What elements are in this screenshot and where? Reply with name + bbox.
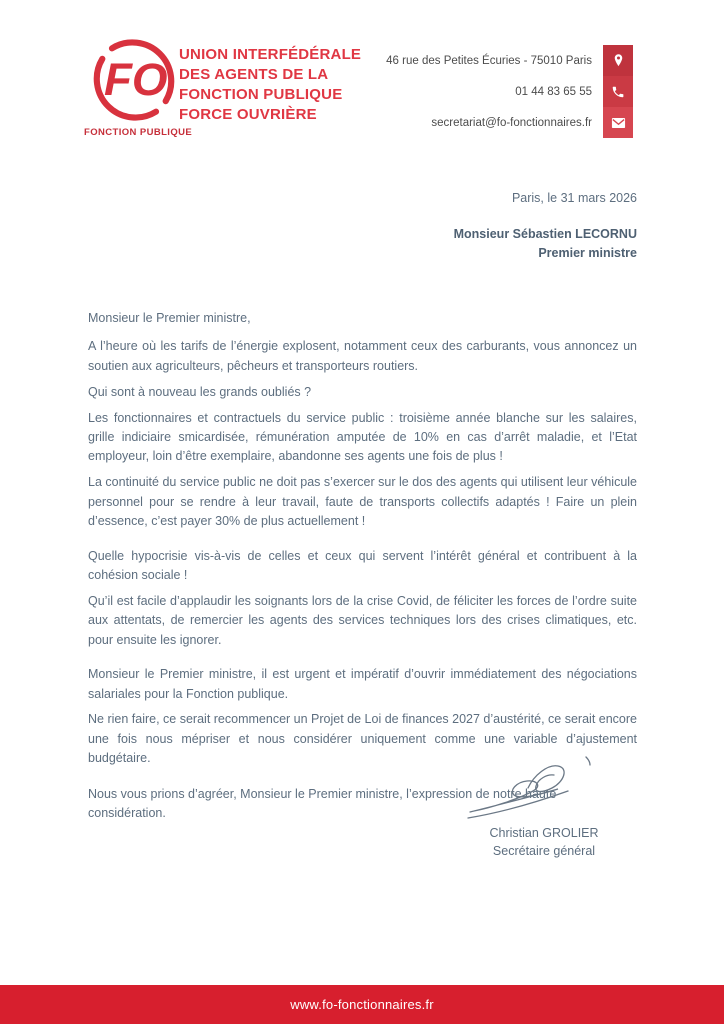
org-name-line: DES AGENTS DE LA (179, 66, 329, 83)
signature-block (414, 750, 674, 860)
envelope-icon (603, 107, 633, 138)
signer-name: Christian GROLIER (489, 826, 599, 840)
paragraph: A l’heure où les tarifs de l’énergie explosent, notamment ceux des carburants, vous annoncez un soutien aux agriculteurs, pêcheurs et transporteurs routiers. (88, 339, 637, 373)
recipient-name: Monsieur Sébastien LECORNU (453, 227, 637, 241)
paragraph: Qui sont à nouveau les grands oubliés ? (88, 384, 312, 399)
paragraph: Monsieur le Premier ministre, il est urgent et impératif d’ouvrir immédiatement des négociations salariales pour la Fonction publique. (88, 667, 637, 701)
contact-texts (386, 45, 603, 138)
fo-logo-ring-icon (90, 36, 178, 124)
handwritten-signature-icon (464, 750, 624, 822)
org-name-line: FONCTION PUBLIQUE (179, 86, 343, 103)
location-pin-icon (603, 45, 633, 76)
contact-phone[interactable]: 01 44 83 65 55 (515, 85, 592, 98)
dateline: Paris, le 31 mars 2026 (511, 191, 637, 205)
org-name-line: UNION INTERFÉDÉRALE (179, 46, 362, 63)
closing-line: Nous vous prions d’agréer, Monsieur le Premier ministre, l’expression de notre haute considération. (88, 786, 557, 821)
contact-email[interactable]: secretariat@fo-fonctionnaires.fr (431, 116, 592, 129)
fo-logo-text: FO (103, 53, 168, 105)
org-name-line: FORCE OUVRIÈRE (179, 106, 317, 123)
paragraph: La continuité du service public ne doit pas s’exercer sur le dos des agents qui utilisent leur véhicule personnel pour se rendre à leur travail, faute de transports collectifs adaptés ! Faire un plein d’essence, c’est payer 30% de plus actuellement ! (88, 475, 637, 529)
greeting: Monsieur le Premier ministre, (88, 311, 251, 325)
fo-logo-subtext: FONCTION PUBLIQUE (84, 127, 193, 138)
recipient-title: Premier ministre (538, 246, 637, 260)
phone-icon (603, 76, 633, 107)
paragraph: Ne rien faire, ce serait recommencer un Projet de Loi de finances 2027 d’austérité, ce serait encore une fois nous mépriser et nous considérer uniquement comme une variable d’ajustement budgétaire. (88, 712, 637, 766)
recipient-block (454, 225, 637, 263)
signer-title: Secrétaire général (492, 844, 596, 858)
contact-address: 46 rue des Petites Écuries - 75010 Paris (386, 54, 592, 67)
footer-url-link[interactable]: www.fo-fonctionnaires.fr (290, 997, 434, 1012)
paragraph: Les fonctionnaires et contractuels du service public : troisième année blanche sur les salaires, grille indiciaire smicardisée, rémunération amputée de 10% en cas d’arrêt maladie, et l’Etat employeur, loin d’être exemplaire, abandonne ses agents une fois de plus ! (88, 410, 637, 464)
contact-icon-bar (603, 45, 633, 138)
paragraph: Quelle hypocrisie vis-à-vis de celles et ceux qui servent l’intérêt général et contribuent à la cohésion sociale ! (88, 548, 637, 582)
footer-bar (0, 985, 724, 1024)
contact-block (386, 45, 633, 138)
fo-logo (84, 36, 193, 138)
paragraph: Qu’il est facile d’applaudir les soignants lors de la crise Covid, de féliciter les forces de l’ordre suite aux attentats, de remercier les agents des services techniques lors des crises climatiques, etc. pour ensuite les ignorer. (88, 593, 637, 647)
org-name (179, 45, 361, 125)
